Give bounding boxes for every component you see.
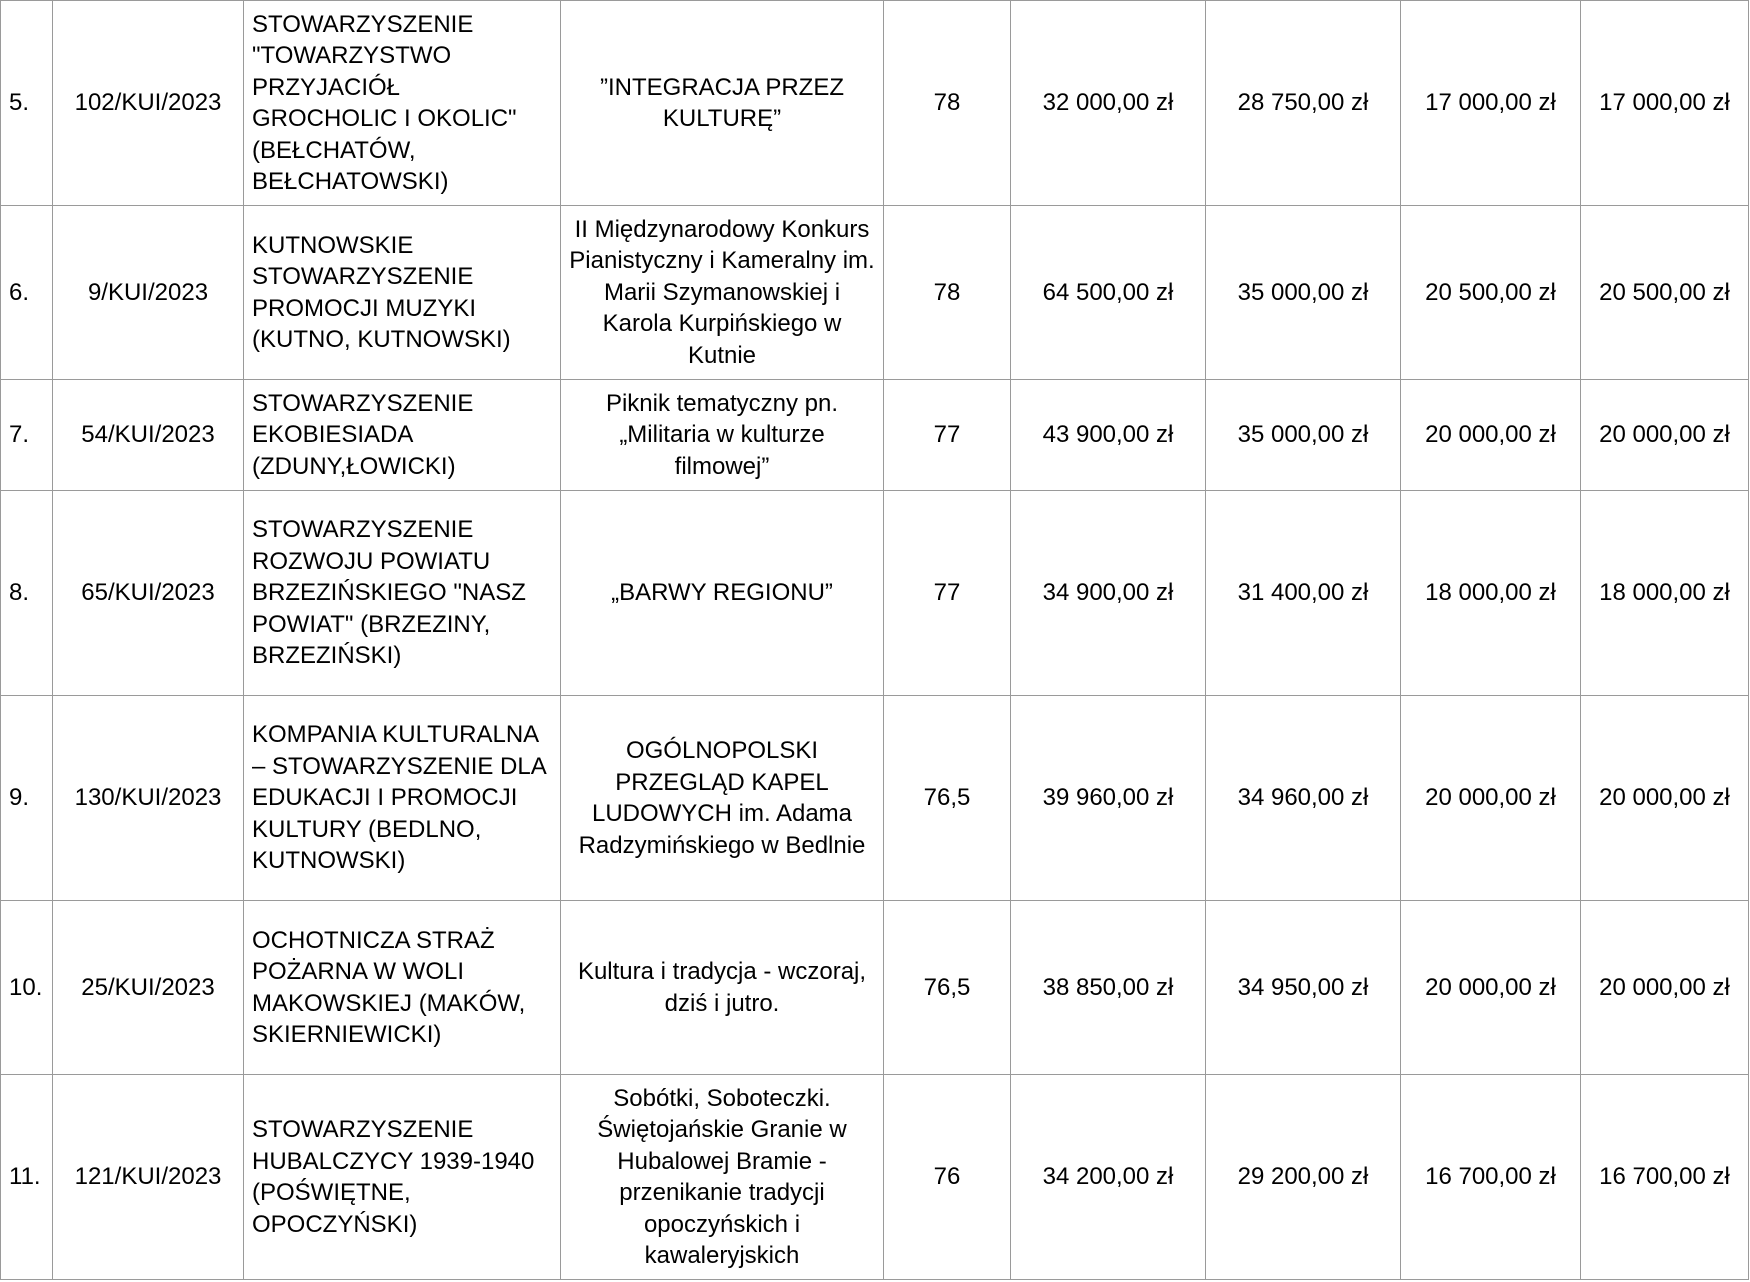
row-task-title: Kultura i tradycja - wczoraj, dziś i jutro.: [561, 901, 884, 1075]
row-application-number: 130/KUI/2023: [53, 696, 244, 901]
row-granted-amount: 18 000,00 zł: [1581, 491, 1749, 696]
row-proposed-amount: 20 000,00 zł: [1401, 696, 1581, 901]
row-proposed-amount: 16 700,00 zł: [1401, 1075, 1581, 1280]
row-task-title: „BARWY REGIONU”: [561, 491, 884, 696]
row-lp: 11.: [1, 1075, 53, 1280]
row-score: 76: [884, 1075, 1011, 1280]
row-proposed-amount: 20 500,00 zł: [1401, 206, 1581, 380]
row-task-title: Sobótki, Soboteczki. Świętojańskie Granie w Hubalowej Bramie - przenikanie tradycji opoczyńskich i kawaleryjskich: [561, 1075, 884, 1280]
row-application-number: 121/KUI/2023: [53, 1075, 244, 1280]
row-score: 77: [884, 380, 1011, 491]
row-lp: 7.: [1, 380, 53, 491]
row-lp: 10.: [1, 901, 53, 1075]
table-row: [1, 491, 1749, 696]
row-requested-amount: 35 000,00 zł: [1206, 380, 1401, 491]
row-application-number: 9/KUI/2023: [53, 206, 244, 380]
row-proposed-amount: 20 000,00 zł: [1401, 380, 1581, 491]
row-application-number: 25/KUI/2023: [53, 901, 244, 1075]
row-application-number: 102/KUI/2023: [53, 1, 244, 206]
row-proposed-amount: 17 000,00 zł: [1401, 1, 1581, 206]
row-application-number: 54/KUI/2023: [53, 380, 244, 491]
row-score: 78: [884, 206, 1011, 380]
table-row: [1, 1, 1749, 206]
row-organization: STOWARZYSZENIE HUBALCZYCY 1939-1940 (POŚWIĘTNE, OPOCZYŃSKI): [244, 1075, 561, 1280]
row-granted-amount: 20 000,00 zł: [1581, 901, 1749, 1075]
row-total-cost: 32 000,00 zł: [1011, 1, 1206, 206]
row-lp: 9.: [1, 696, 53, 901]
row-total-cost: 64 500,00 zł: [1011, 206, 1206, 380]
row-lp: 8.: [1, 491, 53, 696]
row-granted-amount: 20 000,00 zł: [1581, 696, 1749, 901]
row-proposed-amount: 20 000,00 zł: [1401, 901, 1581, 1075]
table-row: [1, 696, 1749, 901]
row-organization: KUTNOWSKIE STOWARZYSZENIE PROMOCJI MUZYKI (KUTNO, KUTNOWSKI): [244, 206, 561, 380]
row-score: 76,5: [884, 901, 1011, 1075]
row-total-cost: 34 900,00 zł: [1011, 491, 1206, 696]
row-requested-amount: 34 960,00 zł: [1206, 696, 1401, 901]
row-requested-amount: 31 400,00 zł: [1206, 491, 1401, 696]
row-application-number: 65/KUI/2023: [53, 491, 244, 696]
row-organization: STOWARZYSZENIE "TOWARZYSTWO PRZYJACIÓŁ GROCHOLIC I OKOLIC" (BEŁCHATÓW, BEŁCHATOWSKI): [244, 1, 561, 206]
row-task-title: Piknik tematyczny pn. „Militaria w kulturze filmowej”: [561, 380, 884, 491]
row-granted-amount: 17 000,00 zł: [1581, 1, 1749, 206]
row-lp: 5.: [1, 1, 53, 206]
row-total-cost: 34 200,00 zł: [1011, 1075, 1206, 1280]
row-requested-amount: 34 950,00 zł: [1206, 901, 1401, 1075]
row-organization: OCHOTNICZA STRAŻ POŻARNA W WOLI MAKOWSKIEJ (MAKÓW, SKIERNIEWICKI): [244, 901, 561, 1075]
row-score: 78: [884, 1, 1011, 206]
row-task-title: OGÓLNOPOLSKI PRZEGLĄD KAPEL LUDOWYCH im. Adama Radzymińskiego w Bedlnie: [561, 696, 884, 901]
row-task-title: ”INTEGRACJA PRZEZ KULTURĘ”: [561, 1, 884, 206]
row-requested-amount: 28 750,00 zł: [1206, 1, 1401, 206]
row-organization: KOMPANIA KULTURALNA – STOWARZYSZENIE DLA EDUKACJI I PROMOCJI KULTURY (BEDLNO, KUTNOWSKI): [244, 696, 561, 901]
row-total-cost: 38 850,00 zł: [1011, 901, 1206, 1075]
row-total-cost: 39 960,00 zł: [1011, 696, 1206, 901]
row-task-title: II Międzynarodowy Konkurs Pianistyczny i Kameralny im. Marii Szymanowskiej i Karola Kurpińskiego w Kutnie: [561, 206, 884, 380]
row-total-cost: 43 900,00 zł: [1011, 380, 1206, 491]
row-lp: 6.: [1, 206, 53, 380]
row-requested-amount: 35 000,00 zł: [1206, 206, 1401, 380]
table-row: [1, 380, 1749, 491]
table-row: [1, 1075, 1749, 1280]
row-score: 76,5: [884, 696, 1011, 901]
table-row: [1, 901, 1749, 1075]
row-granted-amount: 20 000,00 zł: [1581, 380, 1749, 491]
row-granted-amount: 16 700,00 zł: [1581, 1075, 1749, 1280]
row-score: 77: [884, 491, 1011, 696]
row-granted-amount: 20 500,00 zł: [1581, 206, 1749, 380]
row-proposed-amount: 18 000,00 zł: [1401, 491, 1581, 696]
row-organization: STOWARZYSZENIE EKOBIESIADA (ZDUNY,ŁOWICKI): [244, 380, 561, 491]
table-row: [1, 206, 1749, 380]
row-requested-amount: 29 200,00 zł: [1206, 1075, 1401, 1280]
row-organization: STOWARZYSZENIE ROZWOJU POWIATU BRZEZIŃSKIEGO "NASZ POWIAT" (BRZEZINY, BRZEZIŃSKI): [244, 491, 561, 696]
